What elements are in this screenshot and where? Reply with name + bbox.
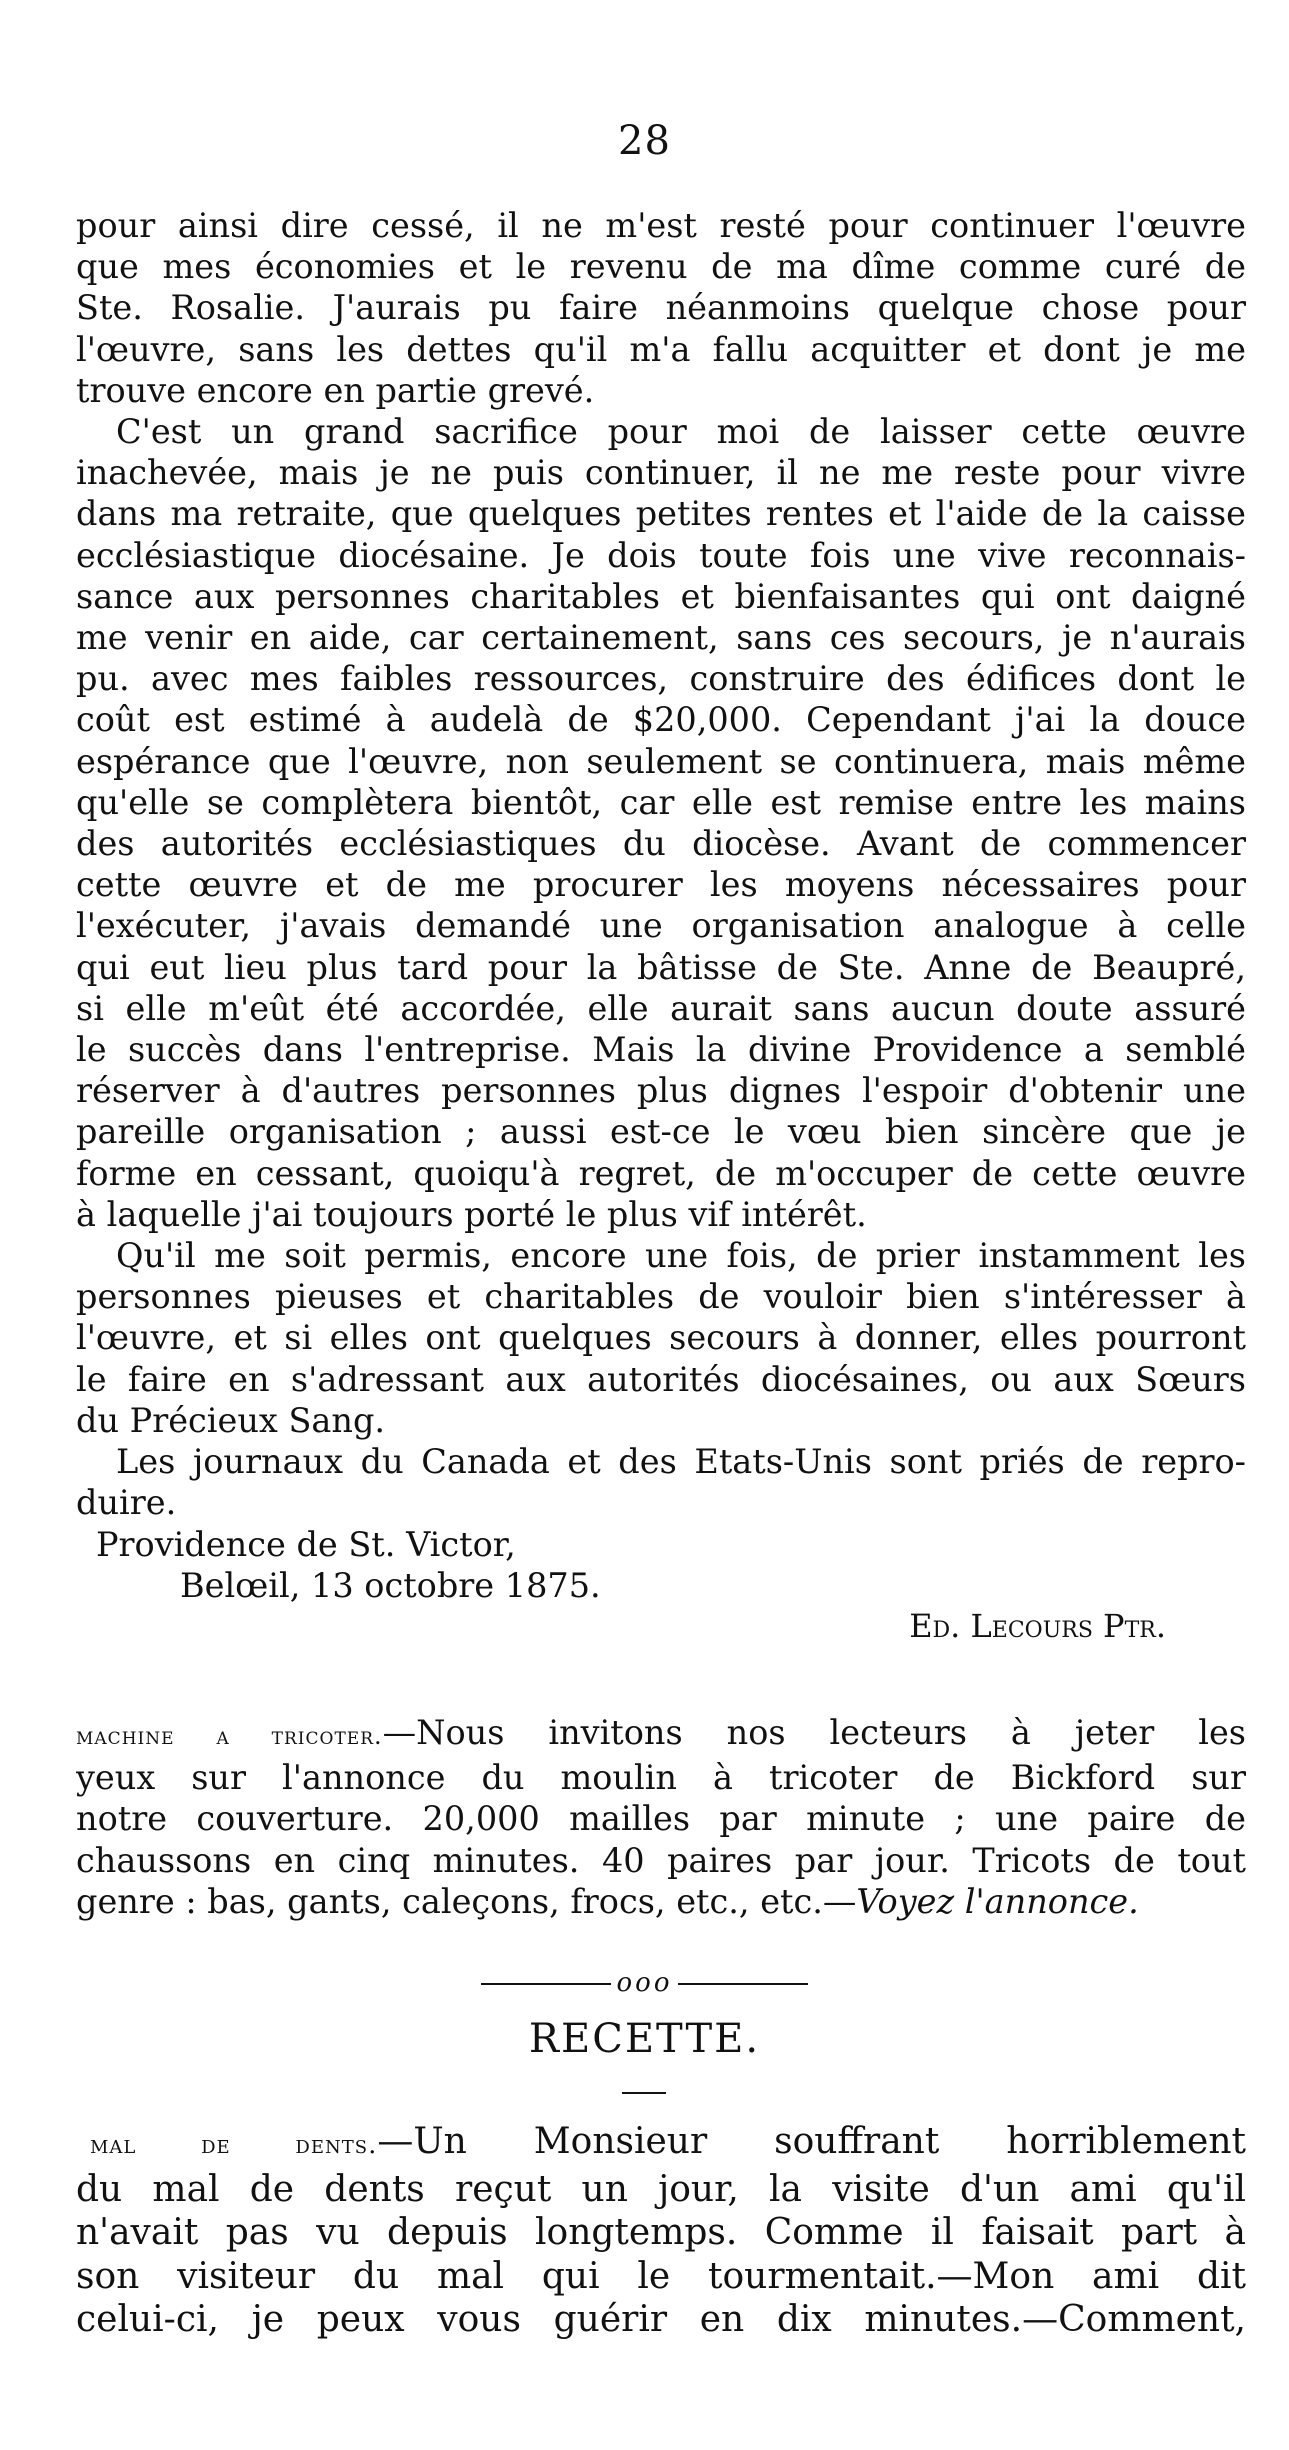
text-line: ecclésiastique diocésaine. Je dois toute fois une vive reconnais- [76,535,1246,575]
divider-text: ooo [616,1968,673,1998]
divider-rule-left [481,1983,611,1985]
recette-text [76,2120,1246,2342]
text-line: notre couverture. 20,000 mailles par minute ; une paire de [76,1799,1246,1839]
text-line: pareille organisation ; aussi est-ce le vœu bien sincère que je [76,1112,1246,1152]
text-line: pu. avec mes faibles ressources, construire des édifices dont le [76,659,1246,699]
text-line: dans ma retraite, que quelques petites rentes et l'aide de la caisse [76,494,1246,534]
text-line [76,2120,1246,2168]
signoff-place: Providence de St. Victor, [96,1524,516,1564]
text-line: Les journaux du Canada et des Etats-Unis sont priés de repro- [116,1442,1246,1482]
text-line: celui-ci, je peux vous guérir en dix minutes.—Comment, [76,2299,1246,2340]
text-line: pour ainsi dire cessé, il ne m'est resté pour continuer l'œuvre [76,206,1246,245]
recette-line: —Un Monsieur souffrant horriblement [377,2121,1246,2162]
section-title: RECETTE. [528,2016,761,2062]
text-line: C'est un grand sacrifice pour moi de laisser cette œuvre [116,412,1246,452]
text-line: à laquelle j'ai toujours porté le plus vif intérêt. [76,1194,867,1234]
text-line: personnes pieuses et charitables de vouloir bien s'intéresser à [76,1277,1246,1317]
text-line: sance aux personnes charitables et bienfaisantes qui ont daigné [76,576,1246,616]
notice-text: genre : bas, gants, caleçons, frocs, etc., etc.— [76,1881,857,1921]
article-body [76,205,1246,1647]
signature [76,1606,1246,1647]
text-line: l'œuvre, et si elles ont quelques secours à donner, elles pourront [76,1318,1246,1358]
text-line: espérance que l'œuvre, non seulement se continuera, mais même [76,741,1246,781]
text-line: le succès dans l'entreprise. Mais la divine Providence a semblé [76,1030,1246,1070]
text-line [76,1712,1246,1757]
text-line: n'avait pas vu depuis longtemps. Comme il faisait part à [76,2212,1246,2253]
text-line: cette œuvre et de me procurer les moyens nécessaires pour [76,865,1246,905]
notice-text: —Nous invitons nos lecteurs à jeter les [382,1713,1246,1752]
machine-notice [76,1712,1246,1922]
signoff-date: Belœil, 13 octobre 1875. [180,1565,601,1605]
text-line: yeux sur l'annonce du moulin à tricoter de Bickford sur [76,1758,1246,1798]
text-line: que mes économies et le revenu de ma dîme comme curé de [76,247,1246,287]
text-line: des autorités ecclésiastiques du diocèse. Avant de commencer [76,824,1246,864]
text-line: Qu'il me soit permis, encore une fois, de prier instamment les [116,1236,1246,1276]
text-line: du mal de dents reçut un jour, la visite d'un ami qu'il [76,2168,1246,2210]
recette-heading: mal de dents. [90,2130,378,2160]
text-line: l'exécuter, j'avais demandé une organisation analogue à celle [76,906,1246,946]
text-line: si elle m'eût été accordée, elle aurait sans aucun doute assuré [76,988,1246,1028]
text-line: duire. [76,1483,177,1523]
text-line: réserver à d'autres personnes plus dignes l'espoir d'obtenir une [76,1071,1246,1111]
divider-rule-right [678,1983,808,1985]
text-line [76,1881,1246,1922]
text-line: inachevée, mais je ne puis continuer, il ne me reste pour vivre [76,453,1246,493]
text-line: du Précieux Sang. [76,1400,386,1440]
notice-closing: Voyez l'annonce. [856,1881,1139,1921]
notice-heading: machine a tricoter. [76,1722,383,1750]
text-line: son visiteur du mal qui le tourmentait.—Mon ami dit [76,2255,1246,2297]
text-line: trouve encore en partie grevé. [76,370,595,410]
text-line: le faire en s'adressant aux autorités diocésaines, ou aux Sœurs [76,1359,1246,1399]
text-line: l'œuvre, sans les dettes qu'il m'a fallu acquitter et dont je me [76,329,1246,369]
text-line: forme en cessant, quoiqu'à regret, de m'occuper de cette œuvre [76,1153,1246,1193]
signature-text: Ed. Lecours Ptr. [909,1606,1166,1645]
title-underline [622,2092,666,2094]
text-line: chaussons en cinq minutes. 40 paires par jour. Tricots de tout [76,1840,1246,1880]
text-line: qui eut lieu plus tard pour la bâtisse de Ste. Anne de Beaupré, [76,947,1246,987]
text-line: coût est estimé à audelà de $20,000. Cependant j'ai la douce [76,700,1246,740]
text-line: qu'elle se complètera bientôt, car elle est remise entre les mains [76,782,1246,822]
section-divider [0,1968,1289,1998]
text-line: Ste. Rosalie. J'aurais pu faire néanmoins quelque chose pour [76,288,1246,328]
page-number: 28 [618,118,671,164]
text-line: me venir en aide, car certainement, sans ces secours, je n'aurais [76,618,1246,658]
